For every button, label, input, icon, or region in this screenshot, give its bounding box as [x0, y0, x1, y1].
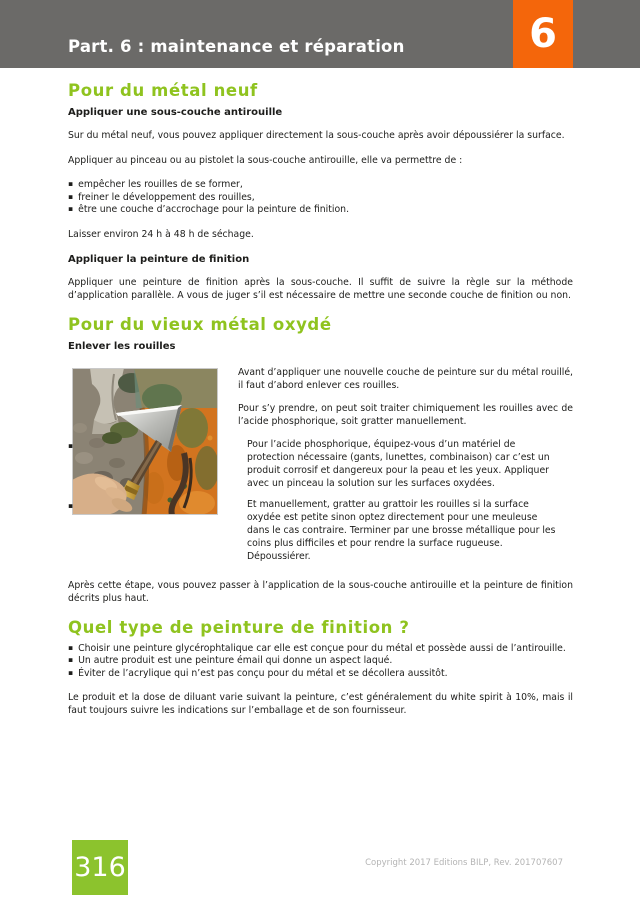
section-title-vieux-metal: Pour du vieux métal oxydé — [68, 314, 332, 334]
subhead-peinture-finition: Appliquer la peinture de finition — [68, 253, 250, 265]
rust-text-column — [238, 363, 573, 571]
list-item: ▪ être une couche d’accrochage pour la peinture de finition. — [68, 204, 573, 217]
paragraph: Pour s’y prendre, on peut soit traiter chimiquement les rouilles avec de l’acide phosphorique, soit gratter manuellement. — [238, 402, 573, 427]
page-number-badge — [72, 840, 128, 895]
bulleted-paragraph: ▪ Et manuellement, gratter au grattoir les rouilles si la surface oxydée est petite sinon optez directement pour une meuleuse dans le cas contraire. Terminer par une brosse métallique pour les coins plus difficiles et pour rendre la surface rugueuse. Dépoussiérer. — [247, 498, 559, 563]
list-item: ▪ empêcher les rouilles de se former, — [68, 179, 573, 192]
paragraph: Sur du métal neuf, vous pouvez appliquer directement la sous-couche après avoir dépoussiérer la surface. — [68, 130, 565, 141]
paragraph: Après cette étape, vous pouvez passer à l’application de la sous-couche antirouille et la peinture de finition décrits plus haut. — [68, 579, 573, 604]
paragraph: Appliquer au pinceau ou au pistolet la sous-couche antirouille, elle va permettre de : — [68, 155, 463, 166]
page-number: 316 — [74, 852, 126, 883]
paragraph: Laisser environ 24 h à 48 h de séchage. — [68, 228, 254, 240]
bulleted-paragraph: ▪ Pour l’acide phosphorique, équipez-vous d’un matériel de protection nécessaire (gants, lunettes, combinaison) car c’est un produit corrosif et dangereux pour la peau et les yeux. Appliquer avec un pinceau la solution sur les surfaces oxydées. — [247, 438, 559, 490]
list-item: ▪ Choisir une peinture glycérophtalique car elle est conçue pour du métal et possède aussi de l’antirouille. — [68, 643, 573, 656]
bullet-list-type-peinture — [68, 643, 573, 681]
copyright-notice: Copyright 2017 Editions BILP, Rev. 201707607 — [365, 858, 563, 868]
rust-scraping-photo — [68, 363, 238, 571]
section-title-type-peinture: Quel type de peinture de finition ? — [68, 617, 410, 637]
paragraph: Appliquer une peinture de finition après la sous-couche. Il suffit de suivre la règle sur la méthode d’application parallèle. A vous de juger s’il est nécessaire de mettre une seconde couche de finition ou non. — [68, 276, 573, 301]
chapter-title: Part. 6 : maintenance et réparation — [68, 37, 405, 56]
list-item: ▪ Éviter de l’acrylique qui n’est pas conçu pour du métal et se décollera aussitôt. — [68, 668, 573, 681]
rust-scraping-photo-svg — [72, 368, 218, 515]
rust-section — [68, 363, 573, 571]
chapter-number-box — [513, 0, 573, 68]
chapter-number: 6 — [529, 11, 557, 57]
page-content — [68, 68, 573, 729]
list-item: ▪ freiner le développement des rouilles, — [68, 192, 573, 205]
chapter-header — [0, 0, 640, 68]
list-item: ▪ Un autre produit est une peinture émail qui donne un aspect laqué. — [68, 655, 573, 668]
section-title-metal-neuf: Pour du métal neuf — [68, 81, 258, 100]
subhead-sous-couche: Appliquer une sous-couche antirouille — [68, 107, 283, 118]
subhead-enlever-rouilles: Enlever les rouilles — [68, 340, 176, 352]
paragraph: Le produit et la dose de diluant varie suivant la peinture, c’est généralement du white spirit à 10%, mais il faut toujours suivre les indications sur l’emballage et de son fournisseur. — [68, 692, 573, 716]
paragraph: Avant d’appliquer une nouvelle couche de peinture sur du métal rouillé, il faut d’abord enlever ces rouilles. — [238, 366, 573, 391]
bullet-list-sous-couche — [68, 179, 573, 217]
